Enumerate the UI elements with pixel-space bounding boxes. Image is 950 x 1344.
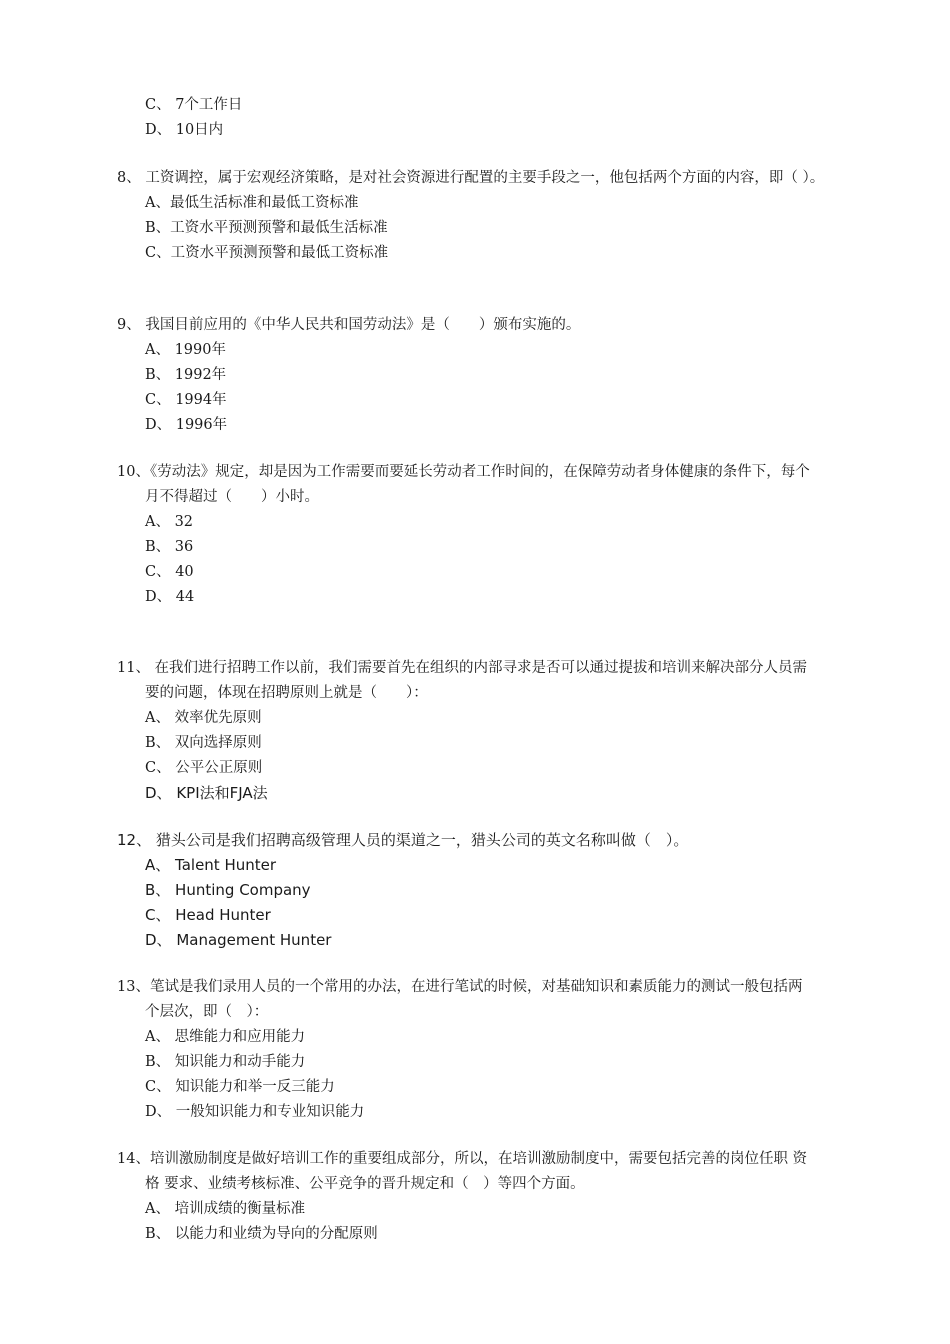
q12-option-a: A、 Talent Hunter (145, 856, 277, 874)
q10-option-b: B、 36 (145, 539, 194, 555)
q12-option-c: C、 Head Hunter (145, 906, 271, 924)
q14-option-a: A、 培训成绩的衡量标准 (145, 1201, 306, 1217)
q10-option-d: D、 44 (145, 589, 195, 605)
q14-stem-line1: 14、培训激励制度是做好培训工作的重要组成部分，所以，在培训激励制度中，需要包括完善的岗位任职 资 (117, 1151, 808, 1167)
q13-stem-line2: 个层次，即（ ）： (145, 1004, 269, 1020)
q7-option-d: D、 10日内 (145, 122, 224, 138)
q13-option-a: A、 思维能力和应用能力 (145, 1029, 306, 1045)
q8-option-a: A、最低生活标准和最低工资标准 (145, 195, 359, 211)
q14-stem-line2: 格 要求、业绩考核标准、公平竞争的晋升规定和（ ）等四个方面。 (145, 1176, 585, 1192)
q11-stem-line2: 要的问题，体现在招聘原则上就是（ ）： (145, 685, 428, 701)
q11-option-d: D、 KPI法和FJA法 (145, 784, 268, 802)
q10-stem-line2: 月不得超过（ ）小时。 (145, 489, 319, 505)
q7-option-c: C、 7个工作日 (145, 97, 243, 113)
q11-stem-line1: 11、 在我们进行招聘工作以前，我们需要首先在组织的内部寻求是否可以通过提拔和培训来解决部分人员需 (117, 660, 808, 676)
q13-option-d: D、 一般知识能力和专业知识能力 (145, 1104, 365, 1120)
q8-stem: 8、 工资调控，属于宏观经济策略，是对社会资源进行配置的主要手段之一，他包括两个方面的内容，即（ ）。 (117, 170, 825, 186)
q8-option-c: C、工资水平预测预警和最低工资标准 (145, 245, 389, 261)
q10-stem-line1: 10、《劳动法》规定，却是因为工作需要而要延长劳动者工作时间的，在保障劳动者身体健康的条件下，每个 (117, 464, 810, 480)
q9-option-a: A、 1990年 (145, 342, 226, 358)
q10-option-c: C、 40 (145, 564, 194, 580)
q13-stem-line1: 13、笔试是我们录用人员的一个常用的办法，在进行笔试的时候，对基础知识和素质能力的测试一般包括两 (117, 979, 803, 995)
q9-option-c: C、 1994年 (145, 392, 227, 408)
q11-option-c: C、 公平公正原则 (145, 760, 263, 776)
q8-option-b: B、工资水平预测预警和最低生活标准 (145, 220, 388, 236)
q11-option-a: A、 效率优先原则 (145, 710, 262, 726)
q12-option-b: B、 Hunting Company (145, 881, 311, 899)
q9-stem: 9、 我国目前应用的《中华人民共和国劳动法》是（ ）颁布实施的。 (117, 317, 581, 333)
q9-option-d: D、 1996年 (145, 417, 228, 433)
q13-option-c: C、 知识能力和举一反三能力 (145, 1079, 335, 1095)
q13-option-b: B、 知识能力和动手能力 (145, 1054, 306, 1070)
q10-option-a: A、 32 (145, 514, 194, 530)
q12-stem: 12、 猎头公司是我们招聘高级管理人员的渠道之一，猎头公司的英文名称叫做（ ）。 (117, 831, 689, 849)
q9-option-b: B、 1992年 (145, 367, 227, 383)
q12-option-d: D、 Management Hunter (145, 931, 332, 949)
q11-option-b: B、 双向选择原则 (145, 735, 262, 751)
q14-option-b: B、 以能力和业绩为导向的分配原则 (145, 1226, 378, 1242)
